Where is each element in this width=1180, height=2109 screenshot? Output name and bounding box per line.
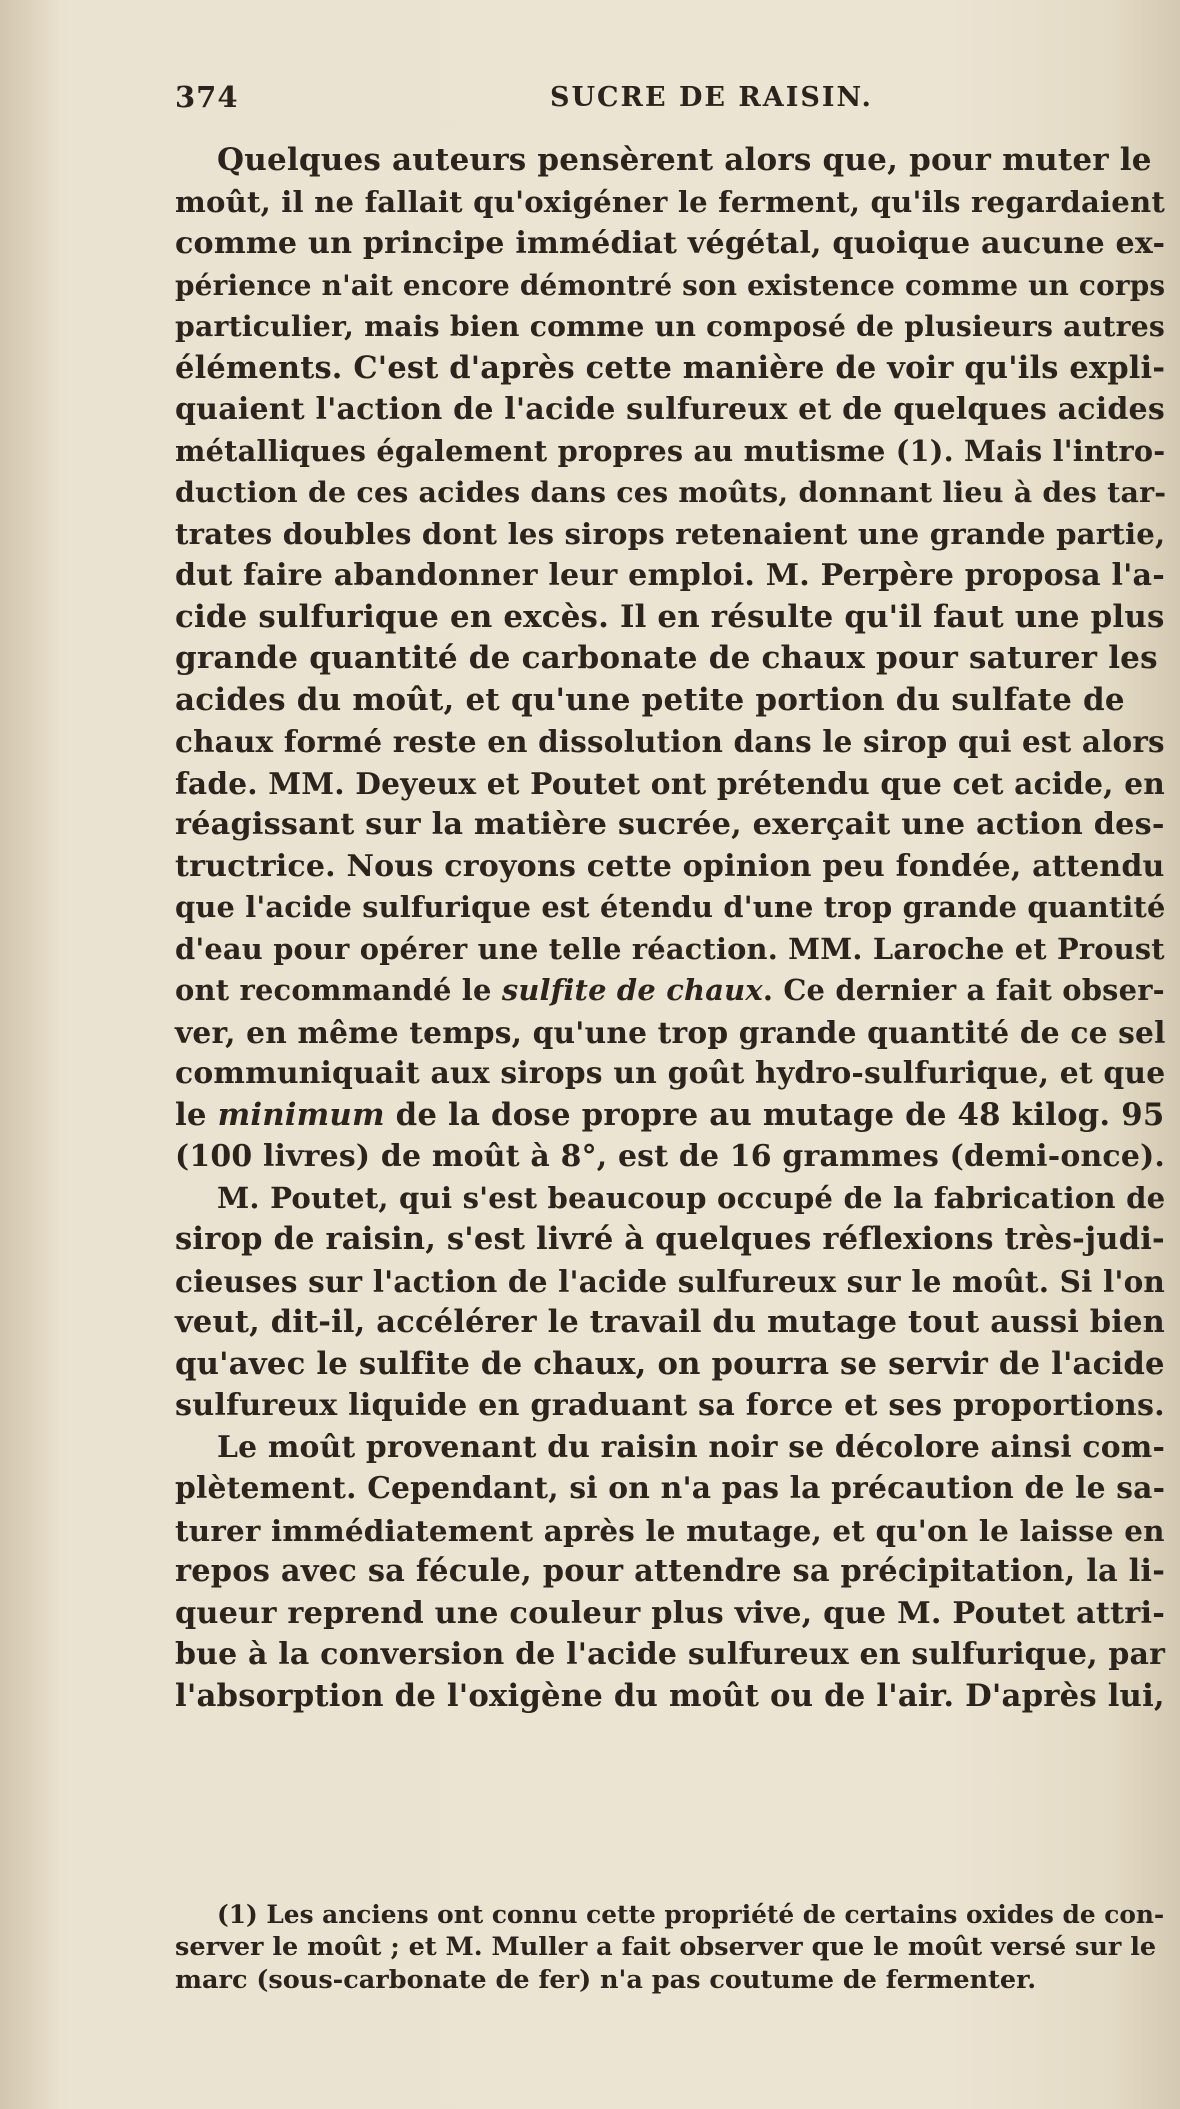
text-line: l'absorption de l'oxigène du moût ou de l'air. D'après lui,	[175, 1677, 1165, 1714]
text-line	[175, 1095, 1175, 1137]
page-header	[175, 80, 915, 124]
text-line: réagissant sur la matière sucrée, exerçait une action des-	[175, 807, 1165, 842]
text-line: ver, en même temps, qu'une trop grande quantité de ce sel	[175, 1014, 1166, 1050]
running-title: SUCRE DE RAISIN.	[550, 82, 873, 113]
text-line	[175, 970, 1175, 1012]
text-line: plètement. Cependant, si on n'a pas la précaution de le sa-	[175, 1471, 1166, 1506]
text-line: dut faire abandonner leur emploi. M. Perpère proposa l'a-	[175, 558, 1165, 593]
text-line: périence n'ait encore démontré son existence comme un corps	[175, 268, 1166, 302]
text-line: repos avec sa fécule, pour attendre sa précipitation, la li-	[175, 1553, 1166, 1589]
text-line: qu'avec le sulfite de chaux, on pourra se servir de l'acide	[175, 1345, 1165, 1382]
italic-term: sulfite de chaux	[501, 973, 763, 1007]
text-line: trates doubles dont les sirops retenaient une grande partie,	[175, 516, 1166, 551]
text-line: Quelques auteurs pensèrent alors que, pour muter le	[217, 142, 1152, 178]
text-line: moût, il ne fallait qu'oxigéner le ferment, qu'ils regardaient	[175, 184, 1166, 219]
page-number: 374	[175, 80, 239, 114]
text-line: (100 livres) de moût à 8°, est de 16 grammes (demi-once).	[175, 1139, 1166, 1174]
text-line: que l'acide sulfurique est étendu d'une trop grande quantité	[175, 890, 1166, 924]
text-line: sirop de raisin, s'est livré à quelques réflexions très-judi-	[175, 1221, 1165, 1257]
footnote-line: (1) Les anciens ont connu cette propriété de certains oxides de con-	[217, 1900, 1165, 1929]
text-line: métalliques également propres au mutisme (1). Mais l'intro-	[175, 433, 1166, 468]
text-line: turer immédiatement après le mutage, et qu'on le laisse en	[175, 1512, 1165, 1548]
text-line: veut, dit-il, accélérer le travail du mutage tout aussi bien	[175, 1304, 1166, 1340]
text-segment: ont recommandé le	[175, 973, 502, 1007]
text-line: sulfureux liquide en graduant sa force et ses proportions.	[175, 1388, 1165, 1423]
text-line: duction de ces acides dans ces moûts, donnant lieu à des tar-	[175, 475, 1167, 509]
body-text	[175, 140, 1175, 1717]
text-line: chaux formé reste en dissolution dans le sirop qui est alors	[175, 724, 1165, 759]
text-line: communiquait aux sirops un goût hydro-sulfurique, et que	[175, 1056, 1166, 1091]
text-line: queur reprend une couleur plus vive, que M. Poutet attri-	[175, 1595, 1166, 1631]
text-segment: de la dose propre au mutage de 48 kilog. 95	[384, 1096, 1165, 1133]
text-line: particulier, mais bien comme un composé de plusieurs autres	[175, 309, 1166, 343]
footnote-line: server le moût ; et M. Muller a fait observer que le moût versé sur le	[175, 1932, 1157, 1962]
text-line: fade. MM. Deyeux et Poutet ont prétendu que cet acide, en	[175, 765, 1165, 801]
text-line: tructrice. Nous croyons cette opinion peu fondée, attendu	[175, 848, 1165, 884]
text-line: grande quantité de carbonate de chaux pour saturer les	[175, 640, 1158, 676]
page-gutter-shadow	[0, 0, 60, 2109]
text-line: acides du moût, et qu'une petite portion du sulfate de	[175, 681, 1125, 718]
text-segment: . Ce dernier a fait obser-	[762, 973, 1165, 1007]
text-segment: le	[175, 1096, 218, 1133]
text-line: Le moût provenant du raisin noir se décolore ainsi com-	[217, 1429, 1166, 1465]
italic-term: minimum	[217, 1096, 385, 1133]
text-line: comme un principe immédiat végétal, quoique aucune ex-	[175, 226, 1166, 261]
footnotes	[175, 1898, 1175, 1997]
text-line: éléments. C'est d'après cette manière de voir qu'ils expli-	[175, 349, 1166, 386]
text-line: cieuses sur l'action de l'acide sulfureux sur le moût. Si l'on	[175, 1263, 1166, 1299]
footnote-line: marc (sous-carbonate de fer) n'a pas coutume de fermenter.	[175, 1965, 1037, 1995]
text-line: d'eau pour opérer une telle réaction. MM. Laroche et Proust	[175, 931, 1165, 966]
text-line: bue à la conversion de l'acide sulfureux en sulfurique, par	[175, 1637, 1166, 1672]
text-line: M. Poutet, qui s'est beaucoup occupé de la fabrication de	[217, 1180, 1166, 1215]
text-line: cide sulfurique en excès. Il en résulte qu'il faut une plus	[175, 598, 1165, 635]
text-line: quaient l'action de l'acide sulfureux et de quelques acides	[175, 392, 1165, 427]
